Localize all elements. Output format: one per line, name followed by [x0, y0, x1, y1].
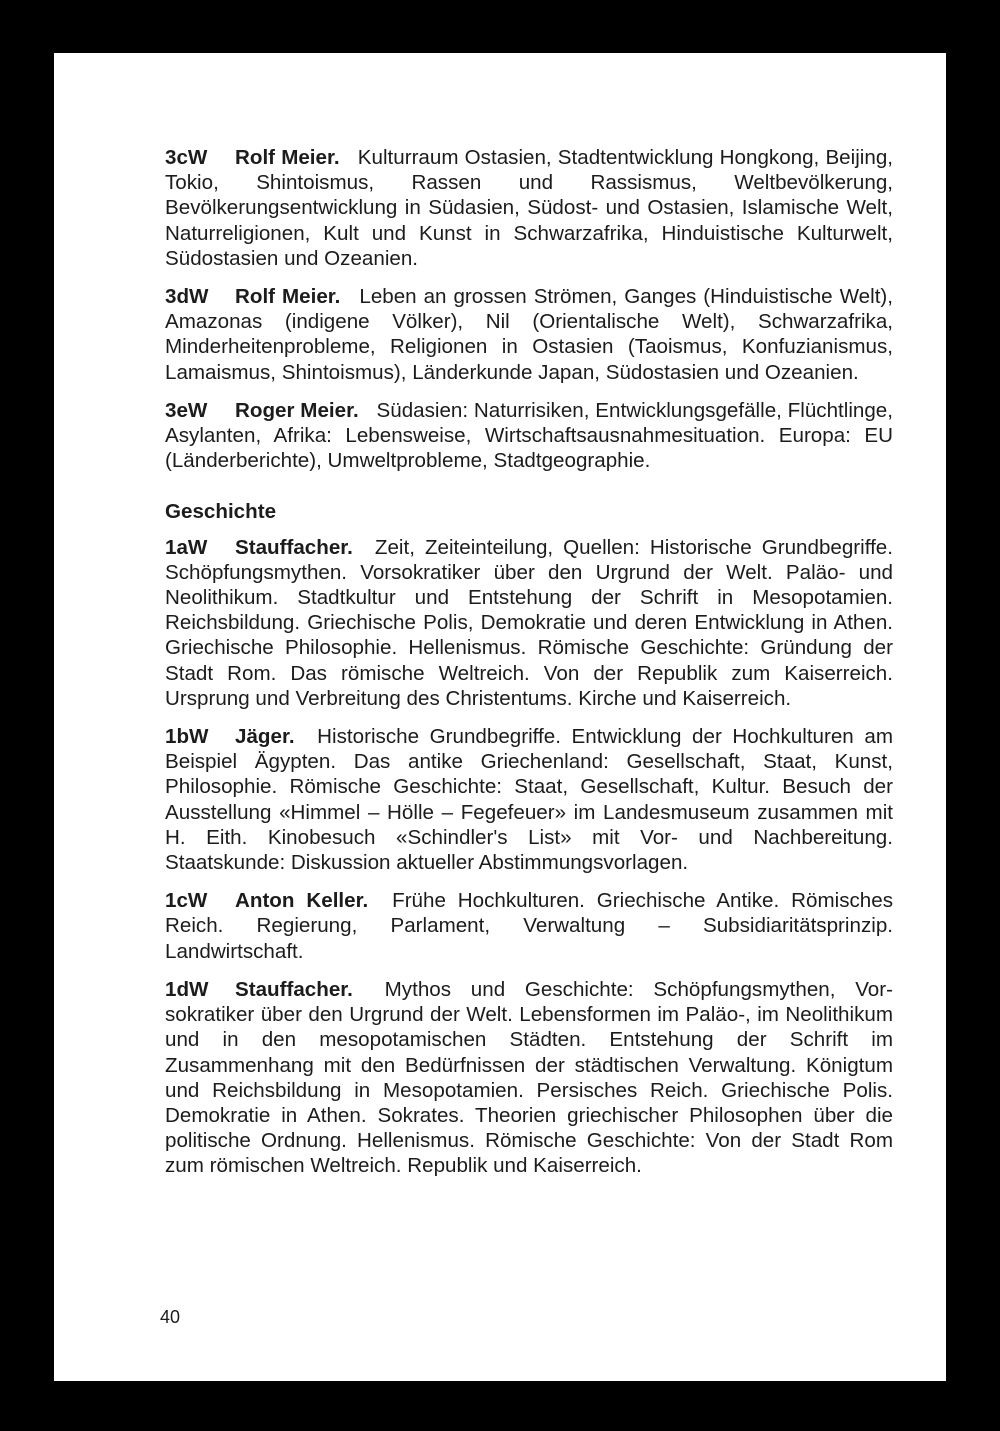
class-code: 3cW [165, 146, 208, 169]
course-description: Südasien: Naturrisiken, Entwicklungsgefälle, Flüchtlinge, Asylanten, Afrika: Lebensweise, Wirtschaftsausnahmesituation. Europa: EU (Länderberichte), Umweltprobleme, Stadtgeographie. [165, 398, 893, 473]
teacher-name: Stauffacher. [235, 977, 353, 1001]
teacher-name: Roger Meier. [235, 398, 359, 422]
course-entry-3ew [165, 398, 893, 474]
course-description: Mythos und Geschichte: Schöpfungsmythen, Vorsokratiker über den Urgrund der Welt. Lebensformen im Paläo-, im Neolithikum und in den mesopotamischen Städten. Entstehung der Schrift im Zusammenhang mit den Bedürfnissen der städtischen Verwaltung. Königtum und Reichsbildung in Mesopotamien. Persisches Reich. Griechische Polis. Demokratie in Athen. Sokrates. Theorien griechischer Philosophen über die politische Ordnung. Hellenismus. Römische Geschichte: Von der Stadt Rom zum römischen Weltreich. Republik und Kaiserreich. [165, 977, 893, 1178]
course-description: Historische Grundbegriffe. Entwicklung der Hochkulturen am Beispiel Ägypten. Das antike Griechenland: Gesellschaft, Staat, Kunst, Philosophie. Römische Geschichte: Staat, Gesellschaft, Kultur. Besuch der Ausstellung «Himmel – Hölle – Fegefeuer» im Landesmuseum zusammen mit H. Eith. Kinobesuch «Schindler's List» mit Vor- und Nachbereitung. Staatskunde: Diskussion aktueller Abstimmungsvorlagen. [165, 725, 893, 875]
teacher-name: Jäger. [235, 725, 295, 749]
course-entry-1bw [165, 724, 893, 875]
teacher-name: Stauffacher. [235, 535, 353, 559]
course-description: Frühe Hochkulturen. Griechische Antike. Römisches Reich. Regierung, Parlament, Verwaltung – Subsidiaritätsprinzip. Landwirtschaft. [165, 889, 893, 963]
teacher-name: Anton Keller. [235, 889, 369, 913]
course-entry-1dw [165, 977, 893, 1179]
course-entry-1aw [165, 535, 893, 711]
document-page [54, 53, 946, 1381]
course-description: Leben an grossen Strömen, Ganges (Hinduistische Welt), Amazonas (indigene Völker), Nil (Orientalische Welt), Schwarzafrika, Minderheitenprobleme, Religionen in Ostasien (Taoismus, Konfuzianismus, Lamaismus, Shintoismus), Länderkunde Japan, Südostasien und Ozeanien. [165, 285, 893, 384]
class-code: 1dW [165, 977, 209, 1001]
teacher-name: Rolf Meier. [235, 285, 341, 309]
course-description: Kulturraum Ostasien, Stadtentwicklung Hongkong, Beijing, Tokio, Shintoismus, Rassen und Rassismus, Weltbevölkerung, Bevölkerungsentwicklung in Südasien, Südost- und Ostasien, Islamische Welt, Naturreligionen, Kult und Kunst in Schwarzafrika, Hinduistische Kulturwelt, Südostasien und Ozeanien. [165, 146, 893, 270]
course-entry-1cw [165, 888, 893, 964]
class-code: 1aW [165, 535, 208, 559]
class-code: 3dW [165, 285, 209, 309]
class-code: 1bW [165, 725, 209, 749]
course-entry-3dw [165, 284, 893, 385]
course-description: Zeit, Zeiteinteilung, Quellen: Historische Grundbegriffe. Schöpfungsmythen. Vorsokratiker über den Urgrund der Welt. Paläo- und Neolithikum. Stadtkultur und Entstehung der Schrift in Mesopotamien. Reichsbildung. Griechische Polis, Demokratie und deren Entwicklung in Athen. Griechische Philosophie. Hellenismus. Römische Geschichte: Gründung der Stadt Rom. Das römische Weltreich. Von der Republik zum Kaiserreich. Ursprung und Verbreitung des Christentums. Kirche und Kaiserreich. [165, 535, 893, 710]
class-code: 3eW [165, 398, 208, 422]
course-entry-3cw [165, 145, 893, 271]
page-content [165, 145, 893, 1192]
teacher-name: Rolf Meier. [235, 146, 340, 169]
page-number: 40 [160, 1307, 181, 1327]
section-heading-geschichte: Geschichte [165, 500, 277, 524]
class-code: 1cW [165, 889, 208, 913]
